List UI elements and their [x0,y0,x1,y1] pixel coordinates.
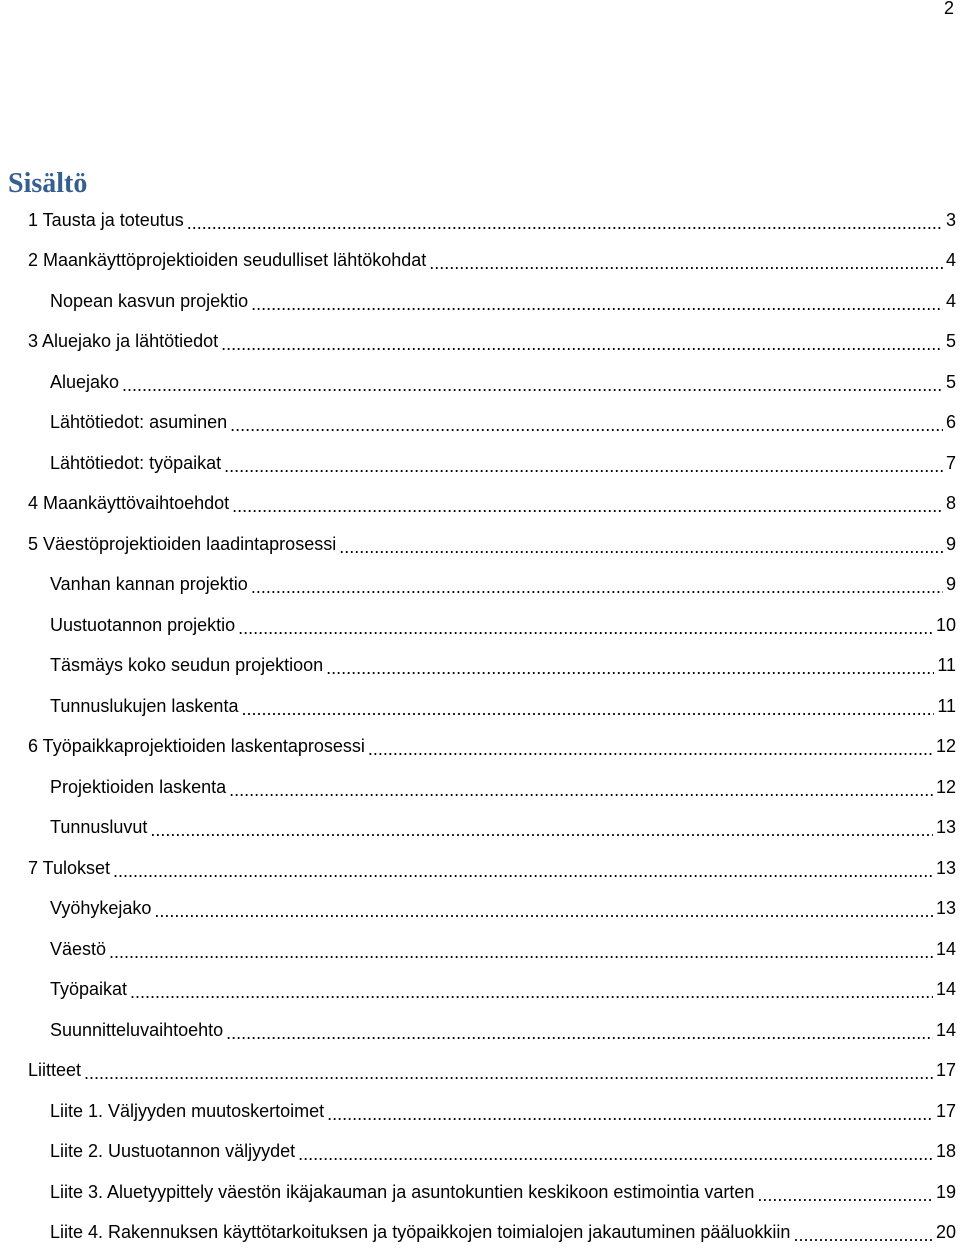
toc-dot-leader [122,375,943,396]
toc-dot-leader [327,1104,933,1125]
toc-entry-title: Vanhan kannan projektio [50,574,248,594]
toc-entry-title: Lähtötiedot: työpaikat [50,452,222,473]
toc-entry[interactable] [28,241,956,281]
toc-dot-leader [109,942,933,963]
toc-entry[interactable] [28,727,956,767]
toc-entry[interactable] [50,362,956,402]
toc-entry-page: 8 [945,493,956,513]
toc-entry-title: 4 Maankäyttövaihtoehdot [28,493,230,513]
toc-entry-title: Projektioiden laskenta [50,776,227,797]
toc-entry-title: 2 Maankäyttöprojektioiden seudulliset lähtökohdat [28,250,427,270]
toc-dot-leader [224,456,943,477]
toc-dot-leader [429,253,943,274]
toc-entry[interactable] [28,322,956,362]
toc-entry-title: 5 Väestöprojektioiden laadintaprosessi [28,533,337,554]
toc-entry-title: Liite 2. Uustuotannon väljyydet [50,1141,296,1161]
toc-entry[interactable] [50,808,956,848]
toc-entry-title: Lähtötiedot: asuminen [50,412,228,432]
toc-entry[interactable] [50,970,956,1010]
toc-dot-leader [339,537,943,558]
toc-dot-leader [757,1185,933,1206]
toc-entry[interactable] [50,686,956,726]
toc-entry-title: Uustuotannon projektio [50,614,236,635]
toc-dot-leader [113,861,933,882]
toc-entry-title: Työpaikat [50,979,128,999]
toc-entry-title: Tunnusluvut [50,817,148,837]
toc-entry-page: 17 [935,1100,956,1121]
toc-entry[interactable] [50,1091,956,1131]
toc-entry[interactable] [50,605,956,645]
toc-entry-page: 12 [935,776,956,797]
toc-dot-leader [241,699,934,720]
toc-dot-leader [230,415,943,436]
toc-entry[interactable] [50,1132,956,1172]
toc-entry-page: 13 [935,898,956,918]
toc-entry-title: 6 Työpaikkaprojektioiden laskentaprosessi [28,736,365,756]
toc-entry-page: 13 [935,817,956,837]
toc-entry-page: 10 [935,614,956,635]
toc-entry-page: 11 [937,695,956,716]
toc-entry[interactable] [50,889,956,929]
toc-entry[interactable] [28,1051,956,1091]
toc-dot-leader [232,496,943,517]
toc-entry[interactable] [50,1213,956,1253]
toc-entry[interactable] [28,200,956,240]
toc-entry-page: 9 [945,574,956,594]
toc-entry-title: Liitteet [28,1060,82,1080]
toc-dot-leader [326,658,934,679]
toc-entry[interactable] [50,281,956,321]
toc-entry-title: Väestö [50,938,107,959]
toc-dot-leader [251,577,943,598]
toc-entry-title: Tunnuslukujen laskenta [50,695,239,716]
toc-entry-title: 7 Tulokset [28,857,111,878]
toc-entry-page: 14 [935,1019,956,1040]
toc-entry-page: 13 [935,857,956,878]
toc-entry[interactable] [50,403,956,443]
toc-entry[interactable] [28,848,956,888]
toc-entry[interactable] [50,443,956,483]
toc-entry-title: Täsmäys koko seudun projektioon [50,655,324,675]
toc-dot-leader [84,1063,933,1084]
toc-entry[interactable] [28,484,956,524]
toc-dot-leader [298,1144,933,1165]
toc-entry-title: Liite 3. Aluetyypittely väestön ikäjakauman ja asuntokuntien keskikoon estimointia varten [50,1181,755,1202]
toc-dot-leader [368,739,933,760]
toc-entry-page: 17 [935,1060,956,1080]
toc-dot-leader [793,1225,933,1246]
toc-heading: Sisältö [8,168,88,199]
toc-entry[interactable] [50,767,956,807]
toc-entry-page: 3 [945,209,956,230]
toc-entry-title: Vyöhykejako [50,898,152,918]
toc-entry[interactable] [28,524,956,564]
toc-dot-leader [154,901,933,922]
toc-entry-page: 4 [945,290,956,311]
page-number: 2 [943,0,954,18]
toc-entry-page: 11 [937,655,956,675]
toc-entry-title: Nopean kasvun projektio [50,290,249,311]
toc-entry-page: 7 [945,452,956,473]
toc-dot-leader [226,1023,933,1044]
toc-entry[interactable] [50,1010,956,1050]
toc-entry-page: 5 [945,371,956,392]
toc-entry-title: 1 Tausta ja toteutus [28,209,184,230]
toc-entry-page: 5 [945,331,956,351]
toc-dot-leader [150,820,933,841]
toc-entry[interactable] [50,565,956,605]
toc-entry-page: 14 [935,938,956,959]
toc-dot-leader [130,982,933,1003]
toc-entry[interactable] [50,646,956,686]
toc-entry-title: Liite 1. Väljyyden muutoskertoimet [50,1100,325,1121]
toc-entry-page: 14 [935,979,956,999]
toc-entry-title: Aluejako [50,371,120,392]
toc-dot-leader [251,294,943,315]
toc-entry-title: Suunnitteluvaihtoehto [50,1019,224,1040]
toc-dot-leader [187,213,943,234]
toc-entry-page: 18 [935,1141,956,1161]
toc-entry-page: 9 [945,533,956,554]
toc-entry[interactable] [50,929,956,969]
toc-dot-leader [221,334,943,355]
toc-dot-leader [229,780,933,801]
toc-entry-page: 19 [935,1181,956,1202]
toc-entry[interactable] [50,1172,956,1212]
toc-entry-page: 4 [945,250,956,270]
toc-entry-title: 3 Aluejako ja lähtötiedot [28,331,219,351]
toc-entry-title: Liite 4. Rakennuksen käyttötarkoituksen ja työpaikkojen toimialojen jakautuminen pääluokkiin [50,1222,791,1242]
toc-entry-page: 12 [935,736,956,756]
toc-entry-page: 20 [935,1222,956,1242]
toc-dot-leader [238,618,933,639]
toc-entry-page: 6 [945,412,956,432]
